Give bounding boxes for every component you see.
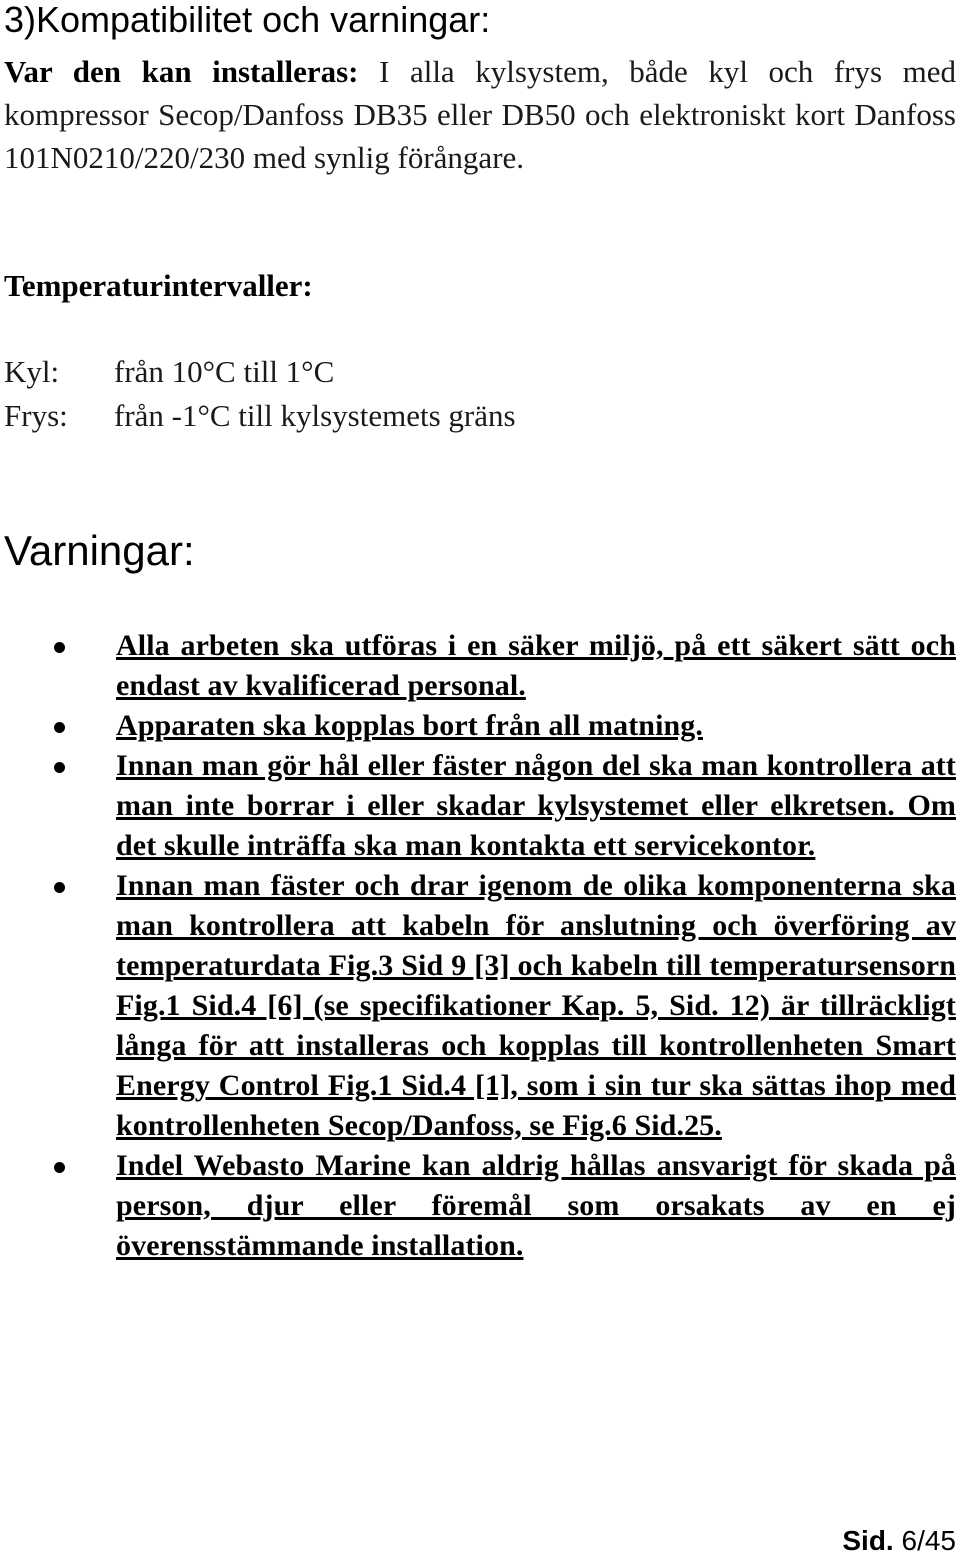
warning-text: Innan man fäster och drar igenom de olika komponenterna ska man kontrollera att kabeln för anslutning och överföring av temperaturdata Fig.3 Sid 9 [3] och kabeln till temperatursensorn Fig.1 Sid.4 [6] (se specifikationer Kap. 5, Sid. 12) är tillräckligt långa för att installeras och kopplas till kontrollenheten Smart Energy Control Fig.1 Sid.4 [1], som i sin tur ska sättas ihop med kontrollenheten Secop/Danfoss, se Fig.6 Sid.25.	[116, 869, 956, 1142]
installation-label: Var den kan installeras:	[4, 54, 359, 89]
page-label: Sid.	[842, 1525, 894, 1556]
page-number	[842, 1524, 956, 1558]
temperature-row-value: från 10°C till 1°C	[114, 354, 335, 389]
temperature-row-kyl	[4, 352, 334, 392]
warnings-heading: Varningar:	[4, 527, 195, 574]
warning-text: Indel Webasto Marine kan aldrig hållas ansvarigt för skada på person, djur eller föremål som orsakats av en ej överensstämmande installation.	[116, 1149, 956, 1262]
bullet-icon	[54, 1162, 65, 1173]
section-heading: 3)Kompatibilitet och varningar:	[4, 0, 491, 40]
bullet-icon	[54, 722, 65, 733]
warning-item	[0, 1146, 956, 1266]
warning-text: Apparaten ska kopplas bort från all matning.	[116, 709, 703, 742]
warning-item	[0, 866, 956, 1146]
warning-text: Alla arbeten ska utföras i en säker miljö, på ett säkert sätt och endast av kvalificerad personal.	[116, 629, 956, 702]
temperature-row-label: Kyl:	[4, 354, 60, 389]
temperature-heading: Temperaturintervaller:	[4, 268, 313, 303]
bullet-icon	[54, 642, 65, 653]
bullet-icon	[54, 762, 65, 773]
temperature-row-frys	[4, 396, 516, 436]
page-count: 6/45	[893, 1525, 956, 1556]
bullet-icon	[54, 882, 65, 893]
warning-item	[0, 746, 956, 866]
warning-item	[0, 626, 956, 706]
installation-paragraph	[4, 50, 956, 179]
warning-text: Innan man gör hål eller fäster någon del ska man kontrollera att man inte borrar i eller skadar kylsystemet eller elkretsen. Om det skulle inträffa ska man kontakta ett servicekontor.	[116, 749, 956, 862]
temperature-row-value: från -1°C till kylsystemets gräns	[114, 398, 516, 433]
warning-item	[0, 706, 956, 746]
temperature-row-label: Frys:	[4, 398, 68, 433]
warnings-list	[0, 626, 960, 1266]
installation-text: I alla kylsystem, både kyl och frys med kompressor Secop/Danfoss DB35 eller DB50 och elektroniskt kort Danfoss 101N0210/220/230 med synlig förångare.	[4, 54, 956, 175]
